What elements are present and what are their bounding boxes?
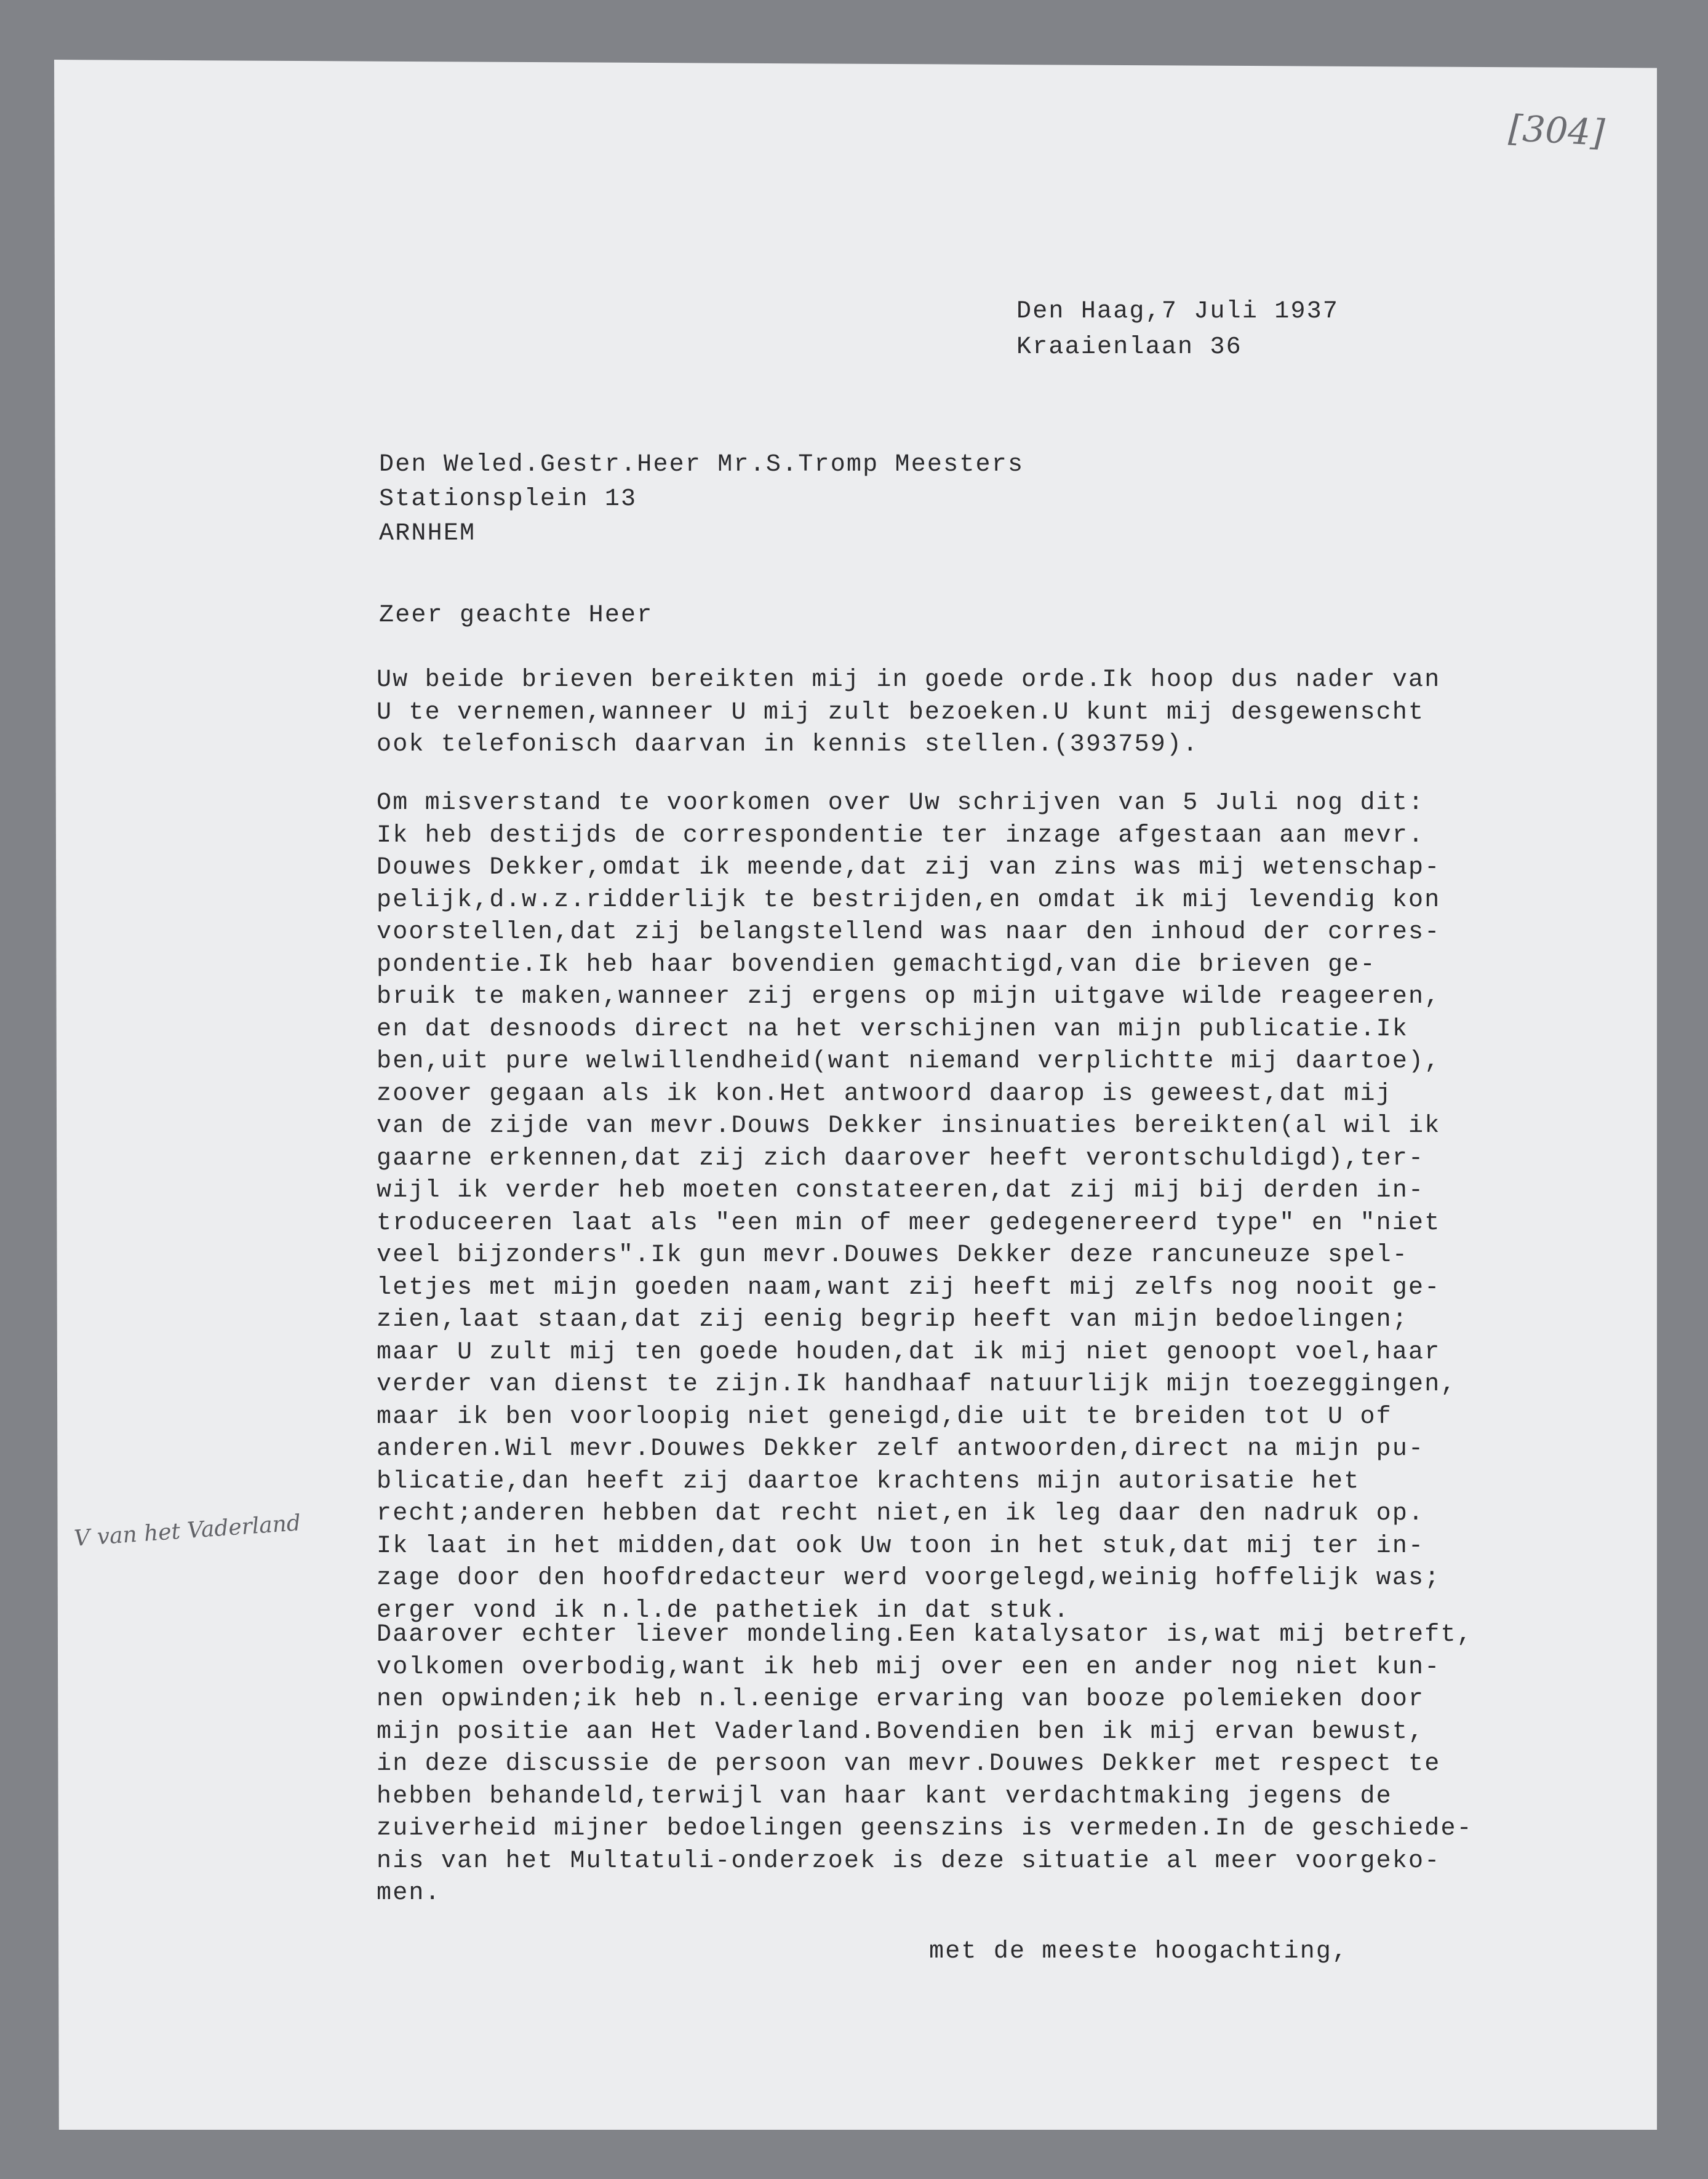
paragraph-2-line: maar ik ben voorloopig niet geneigd,die uit te breiden tot U of: [377, 1403, 1392, 1431]
place-date-line: Den Haag,7 Juli 1937: [1016, 298, 1339, 325]
recipient-line: ARNHEM: [379, 520, 476, 548]
paragraph-3-line: nen opwinden;ik heb n.l.eenige ervaring van booze polemieken door: [377, 1686, 1425, 1713]
paragraph-3-line: zuiverheid mijner bedoelingen geenszins is vermeden.In de geschiede-: [377, 1815, 1473, 1842]
paragraph-2-line: recht;anderen hebben dat recht niet,en ik leg daar den nadruk op.: [377, 1500, 1425, 1528]
paragraph-2-line: blicatie,dan heeft zij daartoe krachtens mijn autorisatie het: [377, 1467, 1360, 1496]
paragraph-2-line: ben,uit pure welwillendheid(want niemand verplichtte mij daartoe),: [377, 1048, 1441, 1075]
paragraph-2-line: wijl ik verder heb moeten constateeren,dat zij mij bij derden in-: [377, 1177, 1425, 1205]
recipient-line: Den Weled.Gestr.Heer Mr.S.Tromp Meesters: [379, 451, 1024, 479]
paragraph-2-line: Ik laat in het midden,dat ook Uw toon in het stuk,dat mij ter in-: [377, 1532, 1425, 1560]
paragraph-3-line: nis van het Multatuli-onderzoek is deze situatie al meer voorgeko-: [377, 1847, 1441, 1875]
paragraph-2-line: pelijk,d.w.z.ridderlijk te bestrijden,en omdat ik mij levendig kon: [377, 886, 1441, 914]
recipient-line: Stationsplein 13: [379, 485, 637, 513]
paragraph-2-line: van de zijde van mevr.Douws Dekker insinuaties bereikten(al wil ik: [377, 1112, 1441, 1140]
recipient-address: [379, 448, 1024, 551]
place-date-line: Kraaienlaan 36: [1016, 333, 1242, 361]
paragraph-3-line: in deze discussie de persoon van mevr.Douwes Dekker met respect te: [377, 1750, 1441, 1778]
paragraph-2-line: gaarne erkennen,dat zij zich daarover heeft verontschuldigd),ter-: [377, 1144, 1425, 1173]
paragraph-3-line: hebben behandeld,terwijl van haar kant verdachtmaking jegens de: [377, 1782, 1392, 1811]
paragraph-1-line: U te vernemen,wanneer U mij zult bezoeken.U kunt mij desgewenscht: [377, 698, 1425, 727]
paragraph-2-line: bruik te maken,wanneer zij ergens op mijn uitgave wilde reageeren,: [377, 983, 1441, 1011]
paragraph-2-line: zoover gegaan als ik kon.Het antwoord daarop is geweest,dat mij: [377, 1080, 1392, 1108]
paragraph-2-line: erger vond ik n.l.de pathetiek in dat stuk.: [377, 1596, 1070, 1625]
paragraph-2-line: Douwes Dekker,omdat ik meende,dat zij van zins was mij wetenschap-: [377, 854, 1441, 882]
paragraph-2-line: verder van dienst te zijn.Ik handhaaf natuurlijk mijn toezeggingen,: [377, 1371, 1457, 1398]
archive-number-annotation: [304]: [1507, 106, 1606, 154]
paragraph-2-line: maar U zult mij ten goede houden,dat ik mij niet genoopt voel,haar: [377, 1338, 1441, 1366]
paragraph-2-line: letjes met mijn goeden naam,want zij heeft mij zelfs nog nooit ge-: [377, 1273, 1441, 1302]
paragraph-3-line: mijn positie aan Het Vaderland.Bovendien ben ik mij ervan bewust,: [377, 1718, 1425, 1746]
paragraph-2-line: voorstellen,dat zij belangstellend was naar den inhoud der corres-: [377, 918, 1441, 946]
paragraph-2: [377, 787, 1457, 1627]
handwritten-margin-note: V van het Vaderland: [73, 1510, 302, 1552]
paragraph-2-line: Ik heb destijds de correspondentie ter inzage afgestaan aan mevr.: [377, 821, 1425, 850]
place-and-date: [1016, 294, 1339, 365]
paragraph-2-line: zien,laat staan,dat zij eenig begrip heeft van mijn bedoelingen;: [377, 1306, 1409, 1334]
paragraph-3-line: Daarover echter liever mondeling.Een katalysator is,wat mij betreft,: [377, 1621, 1473, 1649]
paragraph-3: [377, 1619, 1473, 1910]
paragraph-1-line: Uw beide brieven bereikten mij in goede orde.Ik hoop dus nader van: [377, 666, 1441, 694]
paragraph-2-line: Om misverstand te voorkomen over Uw schrijven van 5 Juli nog dit:: [377, 789, 1425, 817]
paragraph-2-line: en dat desnoods direct na het verschijnen van mijn publicatie.Ik: [377, 1015, 1409, 1043]
paragraph-2-line: anderen.Wil mevr.Douwes Dekker zelf antwoorden,direct na mijn pu-: [377, 1435, 1425, 1463]
paragraph-2-line: veel bijzonders".Ik gun mevr.Douwes Dekker deze rancuneuze spel-: [377, 1241, 1409, 1269]
closing-line: met de meeste hoogachting,: [929, 1938, 1349, 1966]
paragraph-3-line: volkomen overbodig,want ik heb mij over een en ander nog niet kun-: [377, 1653, 1441, 1681]
paragraph-2-line: pondentie.Ik heb haar bovendien gemachtigd,van die brieven ge-: [377, 950, 1376, 979]
paragraph-1-line: ook telefonisch daarvan in kennis stellen.(393759).: [377, 731, 1199, 759]
paragraph-2-line: zage door den hoofdredacteur werd voorgelegd,weinig hoffelijk was;: [377, 1564, 1441, 1592]
paragraph-2-line: troduceeren laat als "een min of meer gedegenereerd type" en "niet: [377, 1209, 1441, 1237]
paragraph-3-line: men.: [377, 1879, 441, 1907]
paragraph-1: [377, 664, 1440, 762]
salutation: Zeer geachte Heer: [379, 602, 653, 629]
